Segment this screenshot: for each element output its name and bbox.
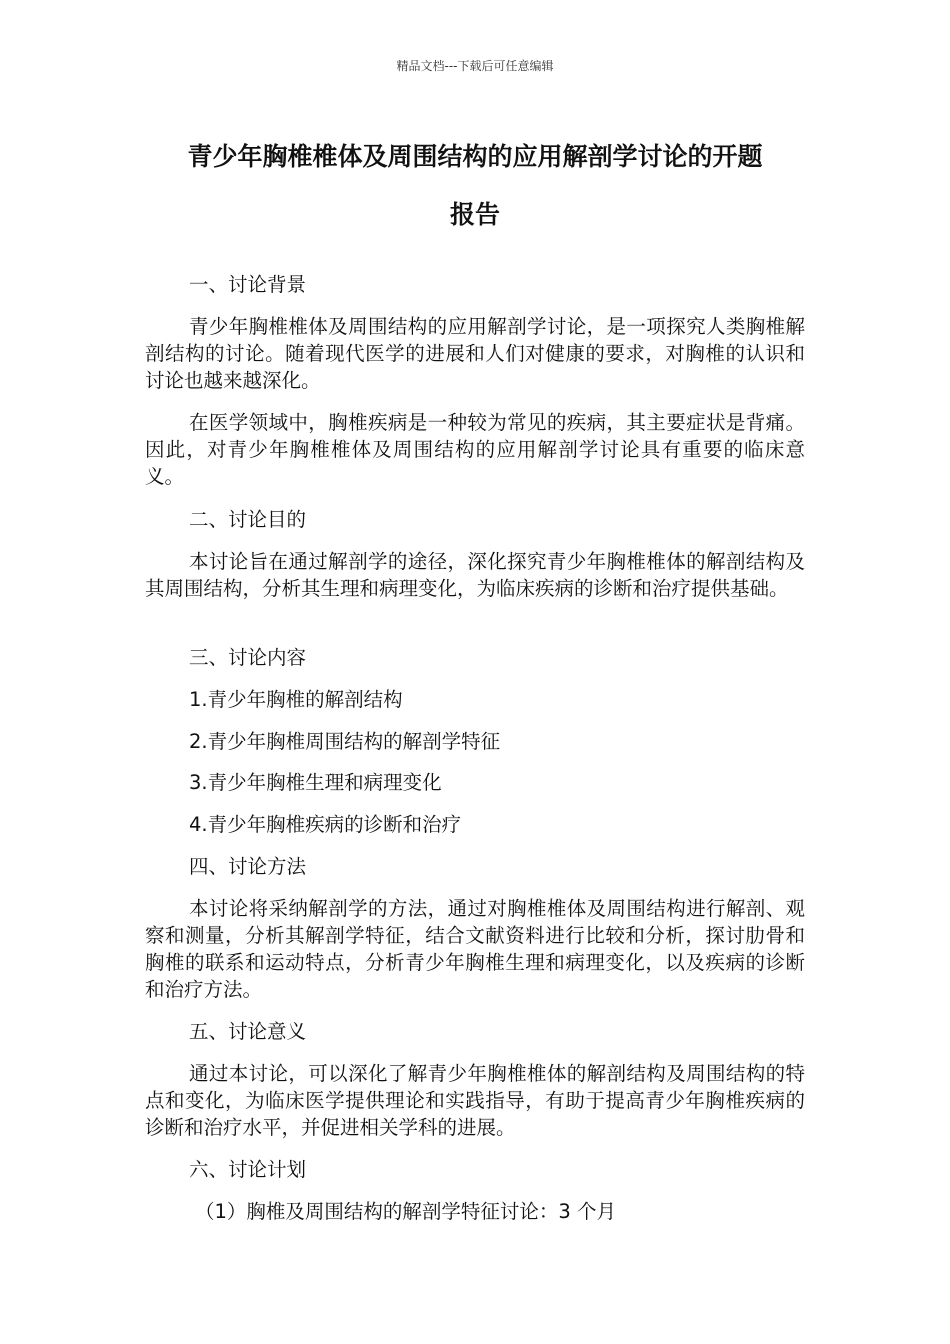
plan-item-1: （1）胸椎及周围结构的解剖学特征讨论：3 个月 <box>195 1200 617 1223</box>
page-header: 精品文档---下载后可任意编辑 <box>396 59 554 73</box>
paragraph-method-1: 本讨论将采纳解剖学的方法，通过对胸椎椎体及周围结构进行解剖、观察和测量，分析其解剖学特征，结合文献资料进行比较和分析，探讨肋骨和胸椎的联系和运动特点，分析青少年胸椎生理和病理变化，以及疾病的诊断和治疗方法。 <box>145 897 805 1001</box>
paragraph-significance-1: 通过本讨论，可以深化了解青少年胸椎椎体的解剖结构及周围结构的特点和变化，为临床医学提供理论和实践指导，有助于提高青少年胸椎疾病的诊断和治疗水平，并促进相关学科的进展。 <box>145 1062 805 1139</box>
content-item-4: 4.青少年胸椎疾病的诊断和治疗 <box>189 813 462 836</box>
heading-purpose: 二、讨论目的 <box>189 508 307 531</box>
paragraph-purpose-1: 本讨论旨在通过解剖学的途径，深化探究青少年胸椎椎体的解剖结构及其周围结构，分析其生理和病理变化，为临床疾病的诊断和治疗提供基础。 <box>145 550 805 600</box>
heading-plan: 六、讨论计划 <box>189 1158 307 1181</box>
document-title <box>100 128 850 244</box>
heading-content: 三、讨论内容 <box>189 646 307 669</box>
paragraph-background-2: 在医学领域中，胸椎疾病是一种较为常见的疾病，其主要症状是背痛。因此，对青少年胸椎椎体及周围结构的应用解剖学讨论具有重要的临床意义。 <box>145 411 805 488</box>
heading-method: 四、讨论方法 <box>189 855 307 878</box>
heading-background: 一、讨论背景 <box>189 273 307 296</box>
title-line-2: 报告 <box>449 200 500 229</box>
title-line-1: 青少年胸椎椎体及周围结构的应用解剖学讨论的开题 <box>187 142 763 171</box>
paragraph-background-1: 青少年胸椎椎体及周围结构的应用解剖学讨论，是一项探究人类胸椎解剖结构的讨论。随着现代医学的进展和人们对健康的要求，对胸椎的认识和讨论也越来越深化。 <box>145 315 805 392</box>
content-item-1: 1.青少年胸椎的解剖结构 <box>189 688 403 711</box>
content-item-3: 3.青少年胸椎生理和病理变化 <box>189 771 442 794</box>
content-item-2: 2.青少年胸椎周围结构的解剖学特征 <box>189 730 501 753</box>
heading-significance: 五、讨论意义 <box>189 1020 307 1043</box>
